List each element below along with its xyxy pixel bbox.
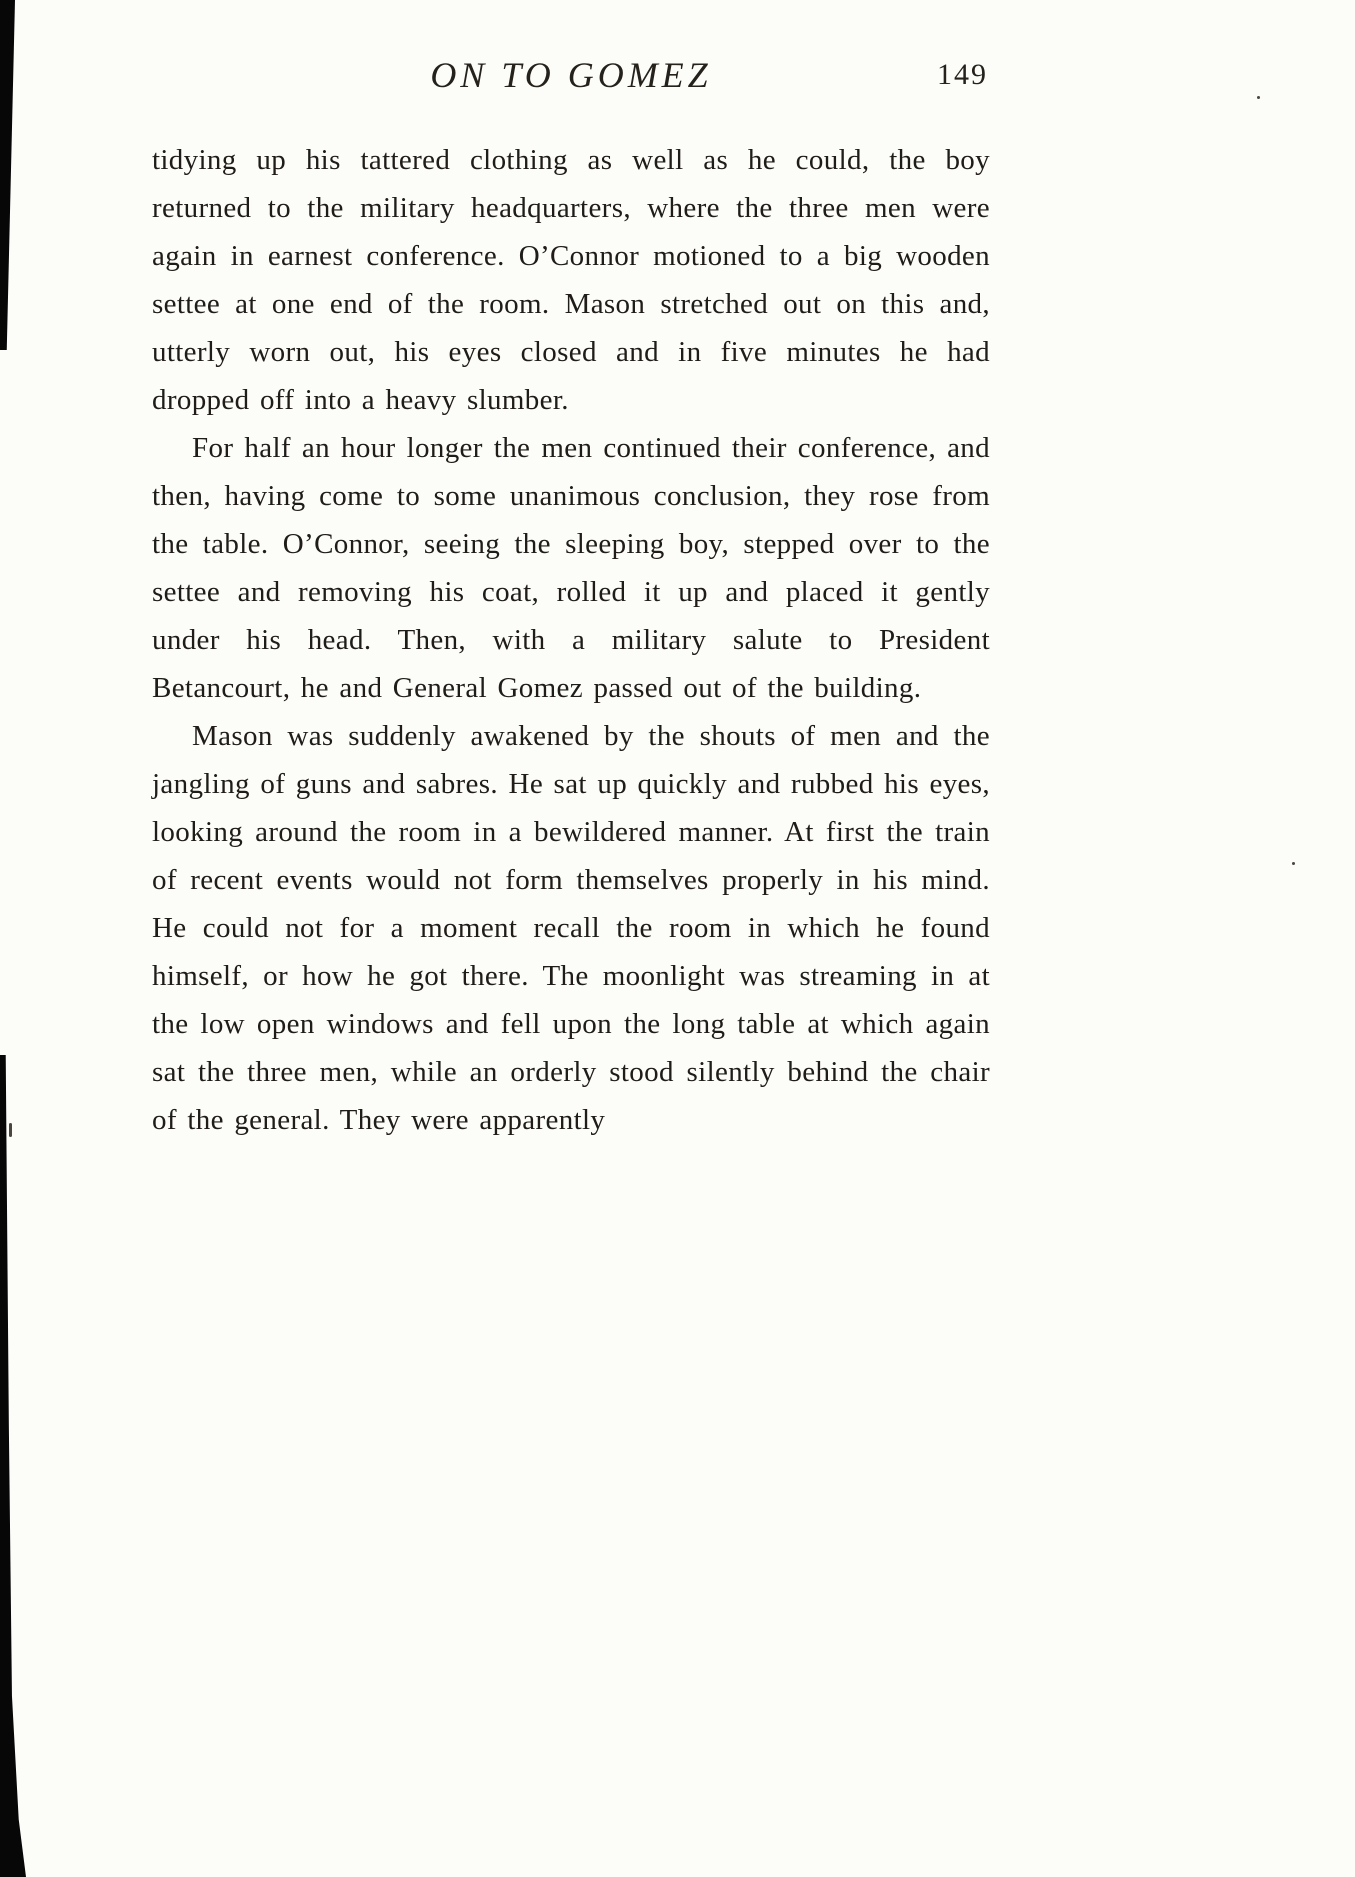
paragraph: For half an hour longer the men continued their conference, and then, having come to some unanimous conclusion, they rose from the table. O’Connor, seeing the sleeping boy, stepped over to the settee and removing his coat, rolled it up and placed it gently under his head. Then, with a military salute to President Betancourt, he and General Gomez passed out of the building. [152, 432, 990, 704]
paragraph: tidying up his tattered clothing as well as he could, the boy returned to the military headquarters, where the three men were again in earnest conference. O’Connor motioned to a big wooden settee at one end of the room. Mason stretched out on this and, utterly worn out, his eyes closed and in five minutes he had dropped off into a heavy slumber. [152, 144, 990, 416]
page-number: 149 [937, 58, 988, 91]
scan-artifact-left-bottom [0, 1055, 26, 1877]
page-text [152, 136, 990, 1144]
scan-speck [9, 1123, 12, 1137]
scan-speck [1292, 862, 1295, 865]
scan-speck [1257, 96, 1260, 99]
page-header [152, 54, 990, 104]
paragraph: Mason was suddenly awakened by the shouts of men and the jangling of guns and sabres. He sat up quickly and rubbed his eyes, looking around the room in a bewildered manner. At first the train of recent events would not form themselves properly in his mind. He could not for a moment recall the room in which he found himself, or how he got there. The moonlight was streaming in at the low open windows and fell upon the long table at which again sat the three men, while an orderly stood silently behind the chair of the general. They were apparently [152, 720, 990, 1136]
running-title: ON TO GOMEZ [430, 55, 712, 95]
scan-artifact-left-top [0, 0, 15, 350]
